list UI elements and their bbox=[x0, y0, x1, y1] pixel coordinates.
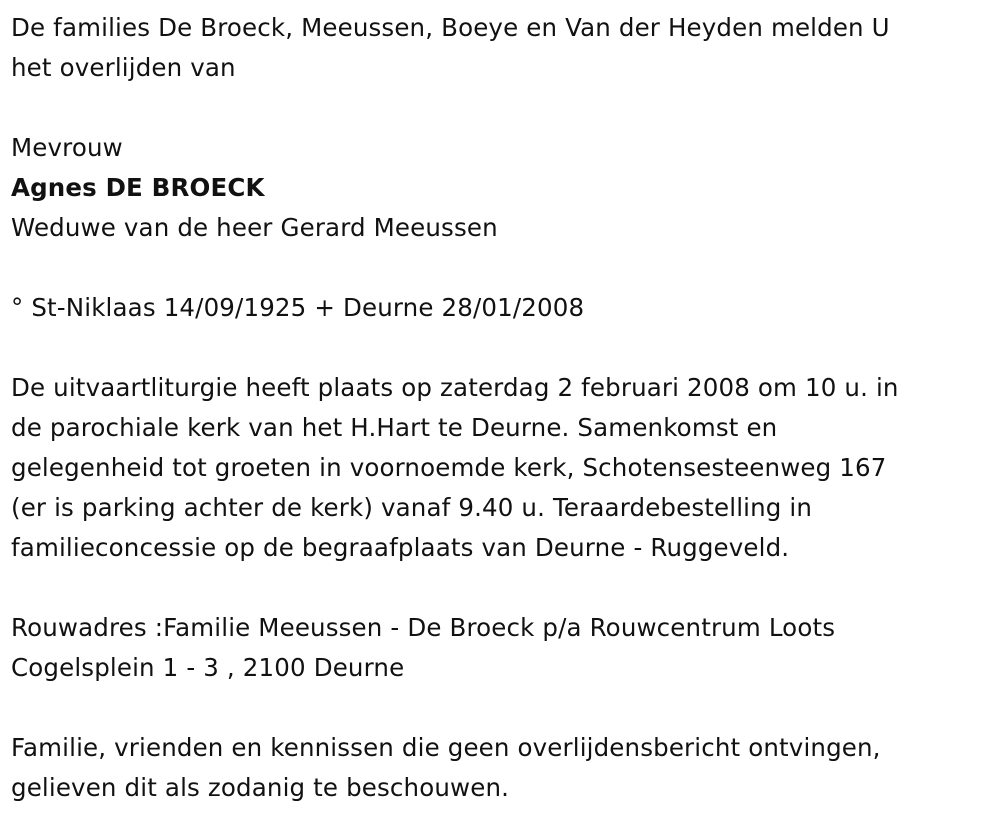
funeral-line-3: gelegenheid tot groeten in voornoemde kerk, Schotensesteenweg 167 bbox=[11, 453, 887, 482]
deceased-name: Agnes DE BROECK bbox=[11, 173, 265, 202]
closing-line-2: gelieven dit als zodanig te beschouwen. bbox=[11, 773, 510, 802]
intro-line-1: De families De Broeck, Meeussen, Boeye en Van der Heyden melden U bbox=[11, 13, 890, 42]
intro-line-2: het overlijden van bbox=[11, 53, 236, 82]
relation: Weduwe van de heer Gerard Meeussen bbox=[11, 213, 498, 242]
salutation: Mevrouw bbox=[11, 133, 123, 162]
address-line-1: Rouwadres :Familie Meeussen - De Broeck p/a Rouwcentrum Loots bbox=[11, 613, 836, 642]
funeral-line-4: (er is parking achter de kerk) vanaf 9.40 u. Teraardebestelling in bbox=[11, 493, 813, 522]
closing-line-1: Familie, vrienden en kennissen die geen overlijdensbericht ontvingen, bbox=[11, 733, 881, 762]
spacer bbox=[11, 88, 986, 128]
birth-death-dates: ° St-Niklaas 14/09/1925 + Deurne 28/01/2008 bbox=[11, 293, 585, 322]
address-line-2: Cogelsplein 1 - 3 , 2100 Deurne bbox=[11, 653, 405, 682]
funeral-line-5: familieconcessie op de begraafplaats van Deurne - Ruggeveld. bbox=[11, 533, 790, 562]
spacer bbox=[11, 248, 986, 288]
spacer bbox=[11, 328, 986, 368]
funeral-line-1: De uitvaartliturgie heeft plaats op zaterdag 2 februari 2008 om 10 u. in bbox=[11, 373, 899, 402]
funeral-line-2: de parochiale kerk van het H.Hart te Deurne. Samenkomst en bbox=[11, 413, 778, 442]
spacer bbox=[11, 568, 986, 608]
spacer bbox=[11, 688, 986, 728]
